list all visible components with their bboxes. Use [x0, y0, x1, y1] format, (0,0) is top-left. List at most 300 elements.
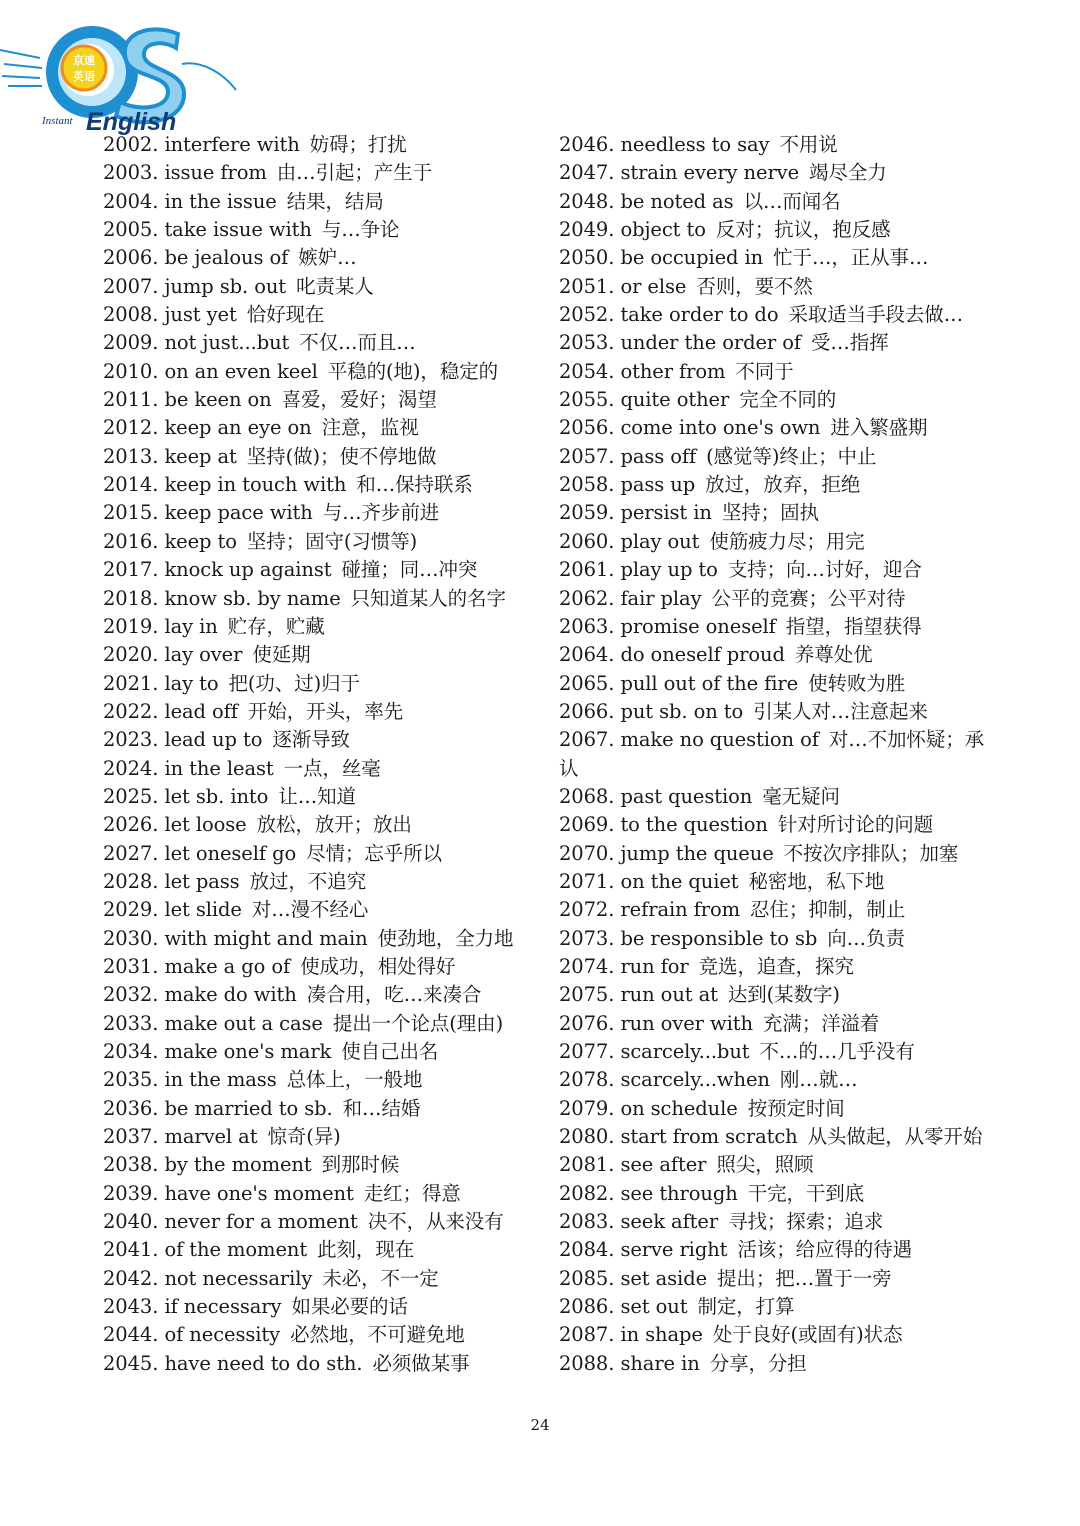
entry-number: 2034. [103, 1040, 159, 1063]
entry-number: 2064. [559, 643, 615, 667]
entry-phrase: fair play [620, 586, 702, 610]
phrase-entry [559, 471, 999, 499]
entry-phrase: run over with [620, 1011, 753, 1035]
entry-phrase: in the least [164, 756, 274, 780]
entry-meaning: 采取适当手段去做… [788, 303, 964, 327]
phrase-entry [103, 499, 543, 527]
phrase-entry [559, 1010, 999, 1038]
entry-phrase: lay over [164, 643, 243, 667]
phrase-entry [559, 1350, 999, 1378]
entry-number: 2007. [103, 274, 159, 298]
entry-meaning: 不用说 [779, 133, 838, 156]
entry-meaning: 秘密地，私下地 [748, 869, 885, 893]
phrase-entry [103, 273, 543, 301]
entry-number: 2069. [559, 813, 615, 837]
entry-meaning: 针对所讨论的问题 [777, 813, 934, 837]
entry-phrase: persist in [620, 501, 712, 525]
logo-badge [62, 46, 106, 90]
entry-number: 2035. [103, 1068, 159, 1092]
entry-number: 2025. [103, 784, 159, 808]
phrase-entry [559, 641, 999, 669]
phrase-entry [103, 613, 543, 641]
entry-number: 2049. [559, 218, 615, 242]
entry-number: 2073. [559, 926, 615, 950]
entry-meaning: 活该；给应得的待遇 [737, 1238, 913, 1262]
entry-meaning: 恰好现在 [246, 303, 325, 327]
entry-phrase: play up to [620, 558, 718, 582]
entry-meaning: 凑合用，吃…来凑合 [306, 983, 482, 1007]
logo-badge-top: 京速 [73, 54, 95, 67]
entry-meaning: 只知道某人的名字 [350, 586, 506, 610]
entry-number: 2060. [559, 529, 615, 553]
logo-badge-bottom: 英语 [73, 70, 95, 83]
entry-phrase: be responsible to sb [620, 926, 818, 950]
entry-number: 2072. [559, 898, 615, 922]
phrase-entry [103, 1208, 543, 1236]
entry-meaning: 尽情；忘乎所以 [306, 841, 442, 865]
entry-phrase: issue from [164, 161, 267, 185]
entry-phrase: be occupied in [620, 246, 764, 270]
entry-meaning: 必须做某事 [372, 1351, 470, 1375]
entry-number: 2037. [103, 1125, 159, 1149]
entry-phrase: scarcely...when [620, 1068, 770, 1092]
entry-phrase: be married to sb. [164, 1096, 333, 1120]
phrase-entry [559, 301, 999, 329]
entry-number: 2031. [103, 954, 159, 978]
entry-meaning: 放过，放弃，拒绝 [705, 473, 861, 497]
entry-phrase: share in [620, 1351, 700, 1375]
phrase-entry [559, 216, 999, 244]
entry-meaning: 平稳的(地)，稳定的 [327, 359, 499, 383]
phrase-entry [559, 329, 999, 357]
entry-phrase: make do with [164, 983, 297, 1007]
entry-meaning: 提出；把…置于一旁 [717, 1266, 892, 1290]
phrase-entry [103, 868, 543, 896]
entry-number: 2074. [559, 954, 615, 978]
entry-phrase: be noted as [620, 189, 734, 213]
entry-number: 2029. [103, 898, 159, 922]
entry-meaning: 处于良好(或固有)状态 [712, 1323, 903, 1347]
phrase-entry [559, 159, 999, 187]
entry-phrase: keep pace with [164, 501, 313, 525]
phrase-entry [559, 386, 999, 414]
entry-phrase: lead up to [164, 728, 263, 752]
entry-number: 2043. [103, 1295, 159, 1319]
entry-phrase: run for [620, 954, 689, 978]
entry-number: 2047. [559, 161, 615, 185]
entry-number: 2065. [559, 671, 615, 695]
entry-meaning: 喜爱，爱好；渴望 [281, 388, 437, 412]
entry-phrase: in the mass [164, 1068, 277, 1092]
entry-meaning: 制定，打算 [697, 1295, 795, 1319]
phrase-entry [103, 1265, 543, 1293]
phrase-entry [559, 1180, 999, 1208]
entry-meaning: 提出一个论点(理由) [332, 1011, 504, 1035]
entry-phrase: seek after [620, 1210, 719, 1234]
phrase-entry [559, 273, 999, 301]
entry-number: 2075. [559, 983, 615, 1007]
phrase-entry [559, 358, 999, 386]
entry-number: 2011. [103, 388, 159, 412]
entry-phrase: other from [620, 359, 726, 383]
phrase-entry [559, 698, 999, 726]
entry-number: 2038. [103, 1153, 159, 1177]
entry-meaning: 必然地，不可避免地 [290, 1323, 465, 1347]
entry-meaning: 注意，监视 [321, 416, 419, 440]
phrase-entry [103, 1180, 543, 1208]
phrase-entry [103, 131, 543, 159]
entry-number: 2040. [103, 1210, 159, 1234]
entry-number: 2081. [559, 1153, 615, 1177]
entry-meaning: 使成功，相处得好 [300, 954, 456, 978]
entry-phrase: let pass [164, 869, 240, 893]
entry-number: 2016. [103, 529, 159, 553]
entry-phrase: with might and main [164, 926, 368, 950]
entry-number: 2083. [559, 1210, 615, 1234]
entry-phrase: be keen on [164, 388, 272, 412]
entry-number: 2018. [103, 586, 159, 610]
entry-meaning: 不按次序排队；加塞 [783, 841, 959, 865]
entry-phrase: to the question [620, 813, 768, 837]
entry-phrase: not necessarily [164, 1266, 313, 1290]
phrase-entry [103, 1293, 543, 1321]
entry-meaning: 忍住；抑制，制止 [750, 898, 906, 922]
entry-phrase: put sb. on to [620, 699, 744, 723]
entry-meaning: 进入繁盛期 [830, 416, 928, 440]
entry-phrase: on the quiet [620, 869, 739, 893]
entry-phrase: scarcely...but [620, 1040, 750, 1063]
entry-number: 2079. [559, 1096, 615, 1120]
phrase-entry [559, 1095, 999, 1123]
entry-number: 2042. [103, 1266, 159, 1290]
entry-phrase: lay in [164, 614, 218, 638]
entry-phrase: strain every nerve [620, 161, 800, 185]
phrase-entry [559, 1321, 999, 1349]
entry-meaning: 未必，不一定 [322, 1266, 439, 1290]
phrase-entry [103, 981, 543, 1009]
phrase-entry [559, 1293, 999, 1321]
phrase-entry [559, 896, 999, 924]
entry-number: 2050. [559, 246, 615, 270]
entry-meaning: 让…知道 [278, 784, 356, 808]
entry-phrase: object to [620, 218, 706, 242]
phrase-entry [103, 329, 543, 357]
entry-number: 2044. [103, 1323, 159, 1347]
entry-meaning: 放过，不追究 [249, 869, 366, 893]
entry-meaning: 寻找；探索；追求 [728, 1210, 884, 1234]
entry-meaning: 使延期 [252, 643, 311, 667]
entry-phrase: let loose [164, 813, 247, 837]
entry-meaning: 一点，丝毫 [283, 756, 381, 780]
phrase-entry [103, 414, 543, 442]
entry-phrase: serve right [620, 1238, 728, 1262]
entry-phrase: take order to do [620, 303, 779, 327]
entry-phrase: let sb. into [164, 784, 269, 808]
right-column [559, 131, 999, 1378]
phrase-entry [559, 811, 999, 839]
phrase-entry [103, 1236, 543, 1264]
phrase-entry [559, 1236, 999, 1264]
entry-phrase: make out a case [164, 1011, 323, 1035]
entry-phrase: know sb. by name [164, 586, 341, 610]
phrase-entry [103, 556, 543, 584]
entry-number: 2023. [103, 728, 159, 752]
entry-phrase: lay to [164, 671, 219, 695]
entry-meaning: 指望，指望获得 [785, 614, 922, 638]
entry-meaning: 竞选，追查，探究 [698, 954, 854, 978]
entry-meaning: 叱责某人 [296, 274, 374, 298]
entry-meaning: 刚…就… [779, 1068, 858, 1092]
entry-number: 2032. [103, 983, 159, 1007]
entry-number: 2051. [559, 274, 615, 298]
entry-meaning: 妨碍；打扰 [309, 133, 407, 156]
entry-meaning: 完全不同的 [739, 388, 837, 412]
entry-number: 2085. [559, 1266, 615, 1290]
entry-number: 2008. [103, 303, 159, 327]
phrase-entry [103, 471, 543, 499]
entry-meaning: 放松，放开；放出 [256, 813, 412, 837]
entry-number: 2036. [103, 1096, 159, 1120]
entry-meaning: 开始，开头，率先 [247, 699, 404, 723]
entry-phrase: keep at [164, 444, 237, 468]
phrase-entry [559, 131, 999, 159]
entry-meaning: 此刻，现在 [317, 1238, 415, 1262]
phrase-entry [103, 1010, 543, 1038]
phrase-entry [103, 925, 543, 953]
entry-number: 2017. [103, 558, 159, 582]
entry-meaning: 从头做起，从零开始 [807, 1125, 983, 1149]
left-column [103, 131, 543, 1378]
logo-tag: Instant [42, 115, 73, 127]
entry-phrase: on an even keel [164, 359, 318, 383]
entry-number: 2046. [559, 133, 615, 156]
entry-phrase: in shape [620, 1323, 703, 1347]
entry-number: 2086. [559, 1295, 615, 1319]
phrase-entry [103, 1321, 543, 1349]
logo-streaks [0, 50, 42, 86]
phrase-entry [103, 188, 543, 216]
page-number: 24 [530, 1416, 550, 1434]
entry-phrase: pass up [620, 473, 696, 497]
entry-meaning: 按预定时间 [747, 1096, 845, 1120]
entry-phrase: under the order of [620, 331, 801, 355]
entry-number: 2033. [103, 1011, 159, 1035]
phrase-entry [103, 1095, 543, 1123]
entry-meaning: 与…争论 [321, 218, 400, 242]
entry-phrase: of necessity [164, 1323, 281, 1347]
phrase-entry [103, 1066, 543, 1094]
entry-phrase: set aside [620, 1266, 708, 1290]
entry-phrase: have one's moment [164, 1181, 354, 1205]
entry-phrase: come into one's own [620, 416, 821, 440]
phrase-entry [559, 528, 999, 556]
entry-meaning: 受…指挥 [811, 331, 889, 355]
entry-number: 2022. [103, 699, 159, 723]
entry-meaning: 和…保持联系 [356, 473, 473, 497]
entry-meaning: (感觉等)终止；中止 [706, 444, 877, 468]
entry-phrase: start from scratch [620, 1125, 798, 1149]
entry-number: 2039. [103, 1181, 159, 1205]
phrase-entry [559, 726, 999, 783]
entry-number: 2087. [559, 1323, 615, 1347]
entry-number: 2066. [559, 699, 615, 723]
entry-phrase: interfere with [164, 133, 300, 156]
entry-phrase: set out [620, 1295, 688, 1319]
entry-phrase: pass off [620, 444, 697, 468]
entry-phrase: be jealous of [164, 246, 289, 270]
phrase-entry [559, 1208, 999, 1236]
entry-number: 2052. [559, 303, 615, 327]
phrase-entry [103, 301, 543, 329]
entry-number: 2027. [103, 841, 159, 865]
entry-meaning: 碰撞；同…冲突 [341, 558, 478, 582]
entry-number: 2057. [559, 444, 615, 468]
entry-phrase: just yet [164, 303, 237, 327]
phrase-entry [103, 1038, 543, 1066]
phrase-entry [559, 981, 999, 1009]
phrase-entry [559, 556, 999, 584]
phrase-entry [559, 613, 999, 641]
entry-number: 2014. [103, 473, 159, 497]
entry-number: 2045. [103, 1351, 159, 1375]
phrase-entry [103, 641, 543, 669]
entry-meaning: 否则，要不然 [696, 274, 813, 298]
phrase-entry [559, 868, 999, 896]
entry-number: 2054. [559, 359, 615, 383]
entry-meaning: 向…负责 [827, 926, 905, 950]
entry-phrase: jump the queue [620, 841, 774, 865]
phrase-entry [559, 414, 999, 442]
phrase-entry [559, 244, 999, 272]
entry-meaning: 坚持；固守(习惯等) [246, 529, 418, 553]
entry-number: 2067. [559, 728, 615, 752]
phrase-entry [559, 840, 999, 868]
entry-number: 2063. [559, 614, 615, 638]
entry-meaning: 干完，干到底 [747, 1181, 865, 1205]
entry-meaning: 嫉妒… [298, 246, 357, 270]
entry-phrase: make one's mark [164, 1040, 332, 1063]
entry-number: 2082. [559, 1181, 615, 1205]
entry-meaning: 到那时候 [321, 1153, 400, 1177]
entry-phrase: jump sb. out [164, 274, 287, 298]
entry-meaning: 不同于 [735, 359, 794, 383]
entry-number: 2088. [559, 1351, 615, 1375]
phrase-entry [103, 953, 543, 981]
logo-graphic [0, 12, 240, 137]
phrase-entry [559, 499, 999, 527]
entry-phrase: keep an eye on [164, 416, 312, 440]
entry-meaning: 竭尽全力 [809, 161, 887, 185]
entry-number: 2059. [559, 501, 615, 525]
entry-meaning: 照尖，照顾 [716, 1153, 814, 1177]
entry-number: 2077. [559, 1040, 615, 1063]
entry-meaning: 对…漫不经心 [251, 898, 369, 922]
entry-phrase: see through [620, 1181, 738, 1205]
entry-phrase: promise oneself [620, 614, 776, 638]
entry-number: 2026. [103, 813, 159, 837]
entry-phrase: let oneself go [164, 841, 297, 865]
entry-meaning: 走红；得意 [363, 1181, 461, 1205]
entry-phrase: never for a moment [164, 1210, 358, 1234]
phrase-entry [559, 953, 999, 981]
phrase-entry [103, 159, 543, 187]
phrase-entry [103, 386, 543, 414]
entry-phrase: knock up against [164, 558, 332, 582]
entry-meaning: 不仅…而且… [299, 331, 416, 355]
phrase-entry [103, 1123, 543, 1151]
entry-phrase: make a go of [164, 954, 291, 978]
entry-number: 2019. [103, 614, 159, 638]
entry-phrase: take issue with [164, 218, 312, 242]
phrase-entry [559, 1038, 999, 1066]
entry-phrase: refrain from [620, 898, 741, 922]
entry-meaning: 结果，结局 [286, 189, 384, 213]
entry-meaning: 与…齐步前进 [322, 501, 440, 525]
phrase-entry [559, 1066, 999, 1094]
entry-meaning: 总体上，一般地 [286, 1068, 423, 1092]
entry-number: 2015. [103, 501, 159, 525]
entry-phrase: keep to [164, 529, 237, 553]
entry-phrase: by the moment [164, 1153, 312, 1177]
phrase-entry [103, 585, 543, 613]
entry-meaning: 以…而闻名 [743, 189, 841, 213]
entry-phrase: past question [620, 784, 753, 808]
entry-phrase: play out [620, 529, 700, 553]
entry-phrase: in the issue [164, 189, 277, 213]
entry-meaning: 使劲地，全力地 [377, 926, 514, 950]
entry-number: 2004. [103, 189, 159, 213]
entry-number: 2003. [103, 161, 159, 185]
entry-number: 2005. [103, 218, 159, 242]
phrase-entry [103, 726, 543, 754]
entry-phrase: needless to say [620, 133, 770, 156]
phrase-entry [559, 1151, 999, 1179]
entry-number: 2068. [559, 784, 615, 808]
phrase-entry [103, 698, 543, 726]
entry-number: 2024. [103, 756, 159, 780]
entry-phrase: quite other [620, 388, 730, 412]
entry-number: 2009. [103, 331, 159, 355]
entry-number: 2002. [103, 133, 159, 156]
phrase-entry [103, 358, 543, 386]
entry-phrase: keep in touch with [164, 473, 347, 497]
entry-number: 2071. [559, 869, 615, 893]
entry-phrase: run out at [620, 983, 718, 1007]
entry-meaning: 使筋疲力尽；用完 [709, 529, 865, 553]
entry-meaning: 公平的竞赛；公平对待 [711, 586, 906, 610]
phrase-entry [559, 1265, 999, 1293]
entry-number: 2058. [559, 473, 615, 497]
entry-meaning: 和…结婚 [342, 1096, 421, 1120]
phrase-entry [103, 1350, 543, 1378]
entry-meaning: 如果必要的话 [291, 1295, 408, 1319]
entry-meaning: 反对；抗议，抱反感 [715, 218, 891, 242]
entry-number: 2048. [559, 189, 615, 213]
os-english-logo [0, 12, 240, 137]
entry-phrase: of the moment [164, 1238, 308, 1262]
entry-meaning: 贮存，贮藏 [227, 614, 325, 638]
entry-number: 2013. [103, 444, 159, 468]
entry-number: 2012. [103, 416, 159, 440]
entry-number: 2062. [559, 586, 615, 610]
entry-number: 2070. [559, 841, 615, 865]
logo-word: English [86, 108, 177, 136]
entry-meaning: 把(功、过)归于 [228, 671, 360, 695]
entry-meaning: 充满；洋溢着 [762, 1011, 880, 1035]
phrase-entry [103, 216, 543, 244]
entry-meaning: 养尊处优 [794, 643, 873, 667]
phrase-entry [103, 896, 543, 924]
